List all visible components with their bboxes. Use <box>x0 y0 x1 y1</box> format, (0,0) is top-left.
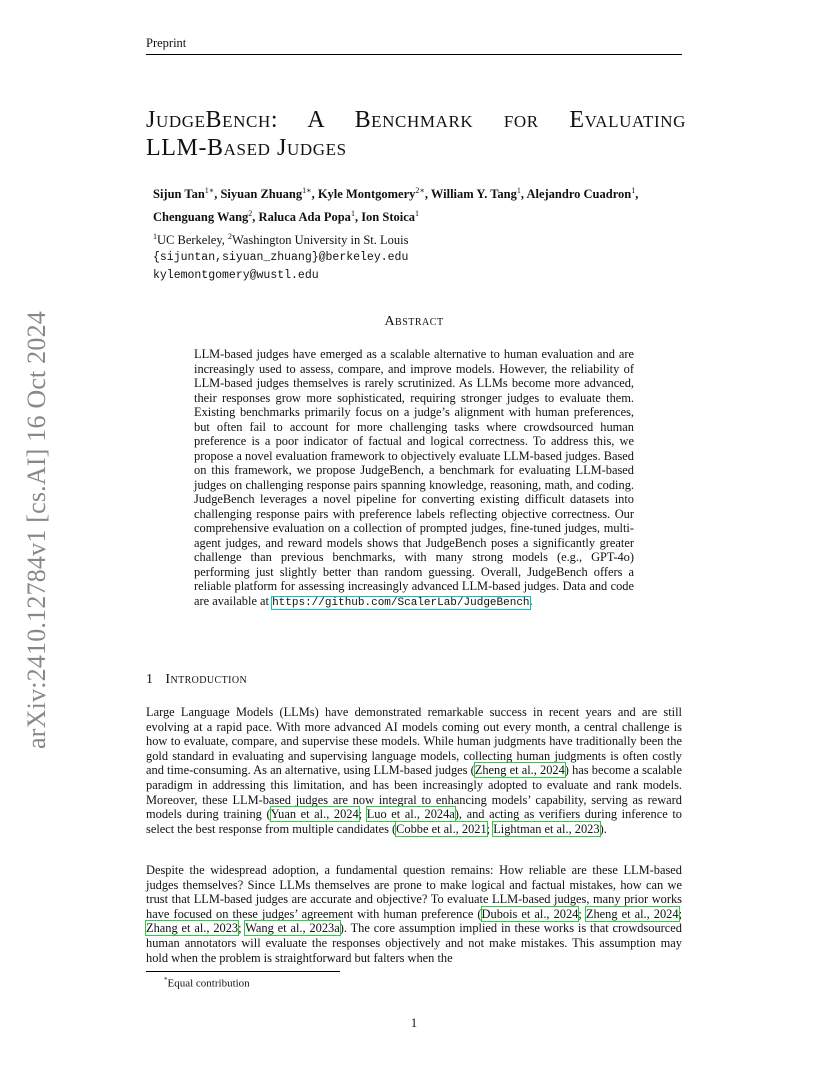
body-text: ; <box>238 921 246 936</box>
affil-mark: 2 <box>228 232 233 241</box>
footnote <box>164 976 250 990</box>
intro-paragraph-1 <box>146 705 682 836</box>
code-link[interactable]: https://github.com/ScalerLab/JudgeBench <box>272 596 530 609</box>
author-email[interactable]: kylemontgomery@wustl.edu <box>153 269 319 283</box>
body-text: ), and acting as verifiers during inference to select the best response from multiple candidates ( <box>146 807 682 836</box>
body-text: ). <box>599 821 607 836</box>
arxiv-stamp <box>22 295 52 765</box>
author-affil-mark: 1 <box>415 209 420 219</box>
author-name: Raluca Ada Popa <box>258 210 351 225</box>
footnote-rule <box>146 971 340 972</box>
body-text: Large Language Models (LLMs) have demonstrated remarkable success in recent years and are still evolving at a rapid pace. With more advanced AI models coming out every month, a central challenge is how to evaluate, compare, and supervise these models. While human judgments have traditionally been the gold standard in evaluating and supervising language models, collecting human judgments is often costly and time-consuming. As an alternative, using LLM-based judges ( <box>146 705 682 778</box>
author-affil-mark: 1 <box>631 186 636 195</box>
author-name: William Y. Tang <box>430 187 517 202</box>
intro-paragraph-2 <box>146 863 682 965</box>
footnote-text: Equal contribution <box>167 977 250 990</box>
running-header: Preprint <box>146 36 682 55</box>
author-affil-mark: 1 <box>516 186 521 195</box>
author-email[interactable]: {sijuntan,siyuan_zhuang}@berkeley.edu <box>153 251 409 265</box>
citation-link[interactable]: Dubois et al., 2024 <box>481 906 579 921</box>
section-title: Introduction <box>165 672 248 687</box>
affil-institution: Washington University in St. Louis <box>232 233 409 248</box>
body-text: ; <box>486 821 494 836</box>
author-name: Ion Stoica <box>361 210 416 225</box>
body-text: ) has become a scalable paradigm in addressing this limitation, and has been increasingly adopted to evaluate and rank models. Moreover, these LLM-based judges are now integral to enhancing models’ capability, serving as reward models during training ( <box>146 763 682 822</box>
author-affil-mark: 2∗ <box>415 186 425 195</box>
affil-mark: 1 <box>153 232 157 241</box>
author-name: Siyuan Zhuang <box>220 187 303 202</box>
body-text: ; <box>578 906 586 921</box>
abstract-body <box>194 347 634 610</box>
author-name: Chenguang Wang <box>153 210 249 225</box>
abstract-text: LLM-based judges have emerged as a scalable alternative to human evaluation and are increasingly used to assess, compare, and improve models. However, the reliability of LLM-based judges themselves is rarely scrutinized. As LLMs become more advanced, their responses grow more sophisticated, requiring stronger judges to evaluate them. Existing benchmarks primarily focus on a judge’s alignment with human preferences, but often fail to account for more challenging tasks where crowdsourced human preference is a poor indicator of factual and logical correctness. To address this, we propose a novel evaluation framework to objectively evaluate LLM-based judges. Based on this framework, we propose JudgeBench, a benchmark for evaluating LLM-based judges on challenging response pairs spanning knowledge, reasoning, math, and coding. JudgeBench leverages a novel pipeline for converting existing difficult datasets into challenging response pairs with preference labels reflecting objective correctness. Our comprehensive evaluation on a collection of prompted judges, fine-tuned judges, multi-agent judges, and reward models shows that JudgeBench poses a significantly greater challenge than previous benchmarks, with many strong models (e.g., GPT-4o) performing just slightly better than random guessing. Overall, JudgeBench offers a reliable platform for assessing increasingly advanced LLM-based judges. Data and code are available at <box>194 347 634 608</box>
abstract-heading: Abstract <box>384 314 444 329</box>
body-text: ; <box>678 906 683 921</box>
section-heading <box>146 672 247 688</box>
section-number: 1 <box>146 672 154 687</box>
body-text: Despite the widespread adoption, a fundamental question remains: How reliable are these LLM-based judges themselves? Since LLMs themselves are prone to make logical and factual mistakes, how can we trust that LLM-based judges are accurate and objective? To evaluate LLM-based judges, many prior works have focused on these judges’ agreement with human preference ( <box>146 863 682 921</box>
author-name: Sijun Tan <box>153 187 205 202</box>
citation-link[interactable]: Zheng et al., 2024 <box>474 763 565 778</box>
author-name: Alejandro Cuadron <box>526 187 632 202</box>
citation-link[interactable]: Wang et al., 2023a <box>245 921 340 936</box>
citation-link[interactable]: Luo et al., 2024a <box>366 807 455 822</box>
citation-link[interactable]: Cobbe et al., 2021 <box>396 821 487 836</box>
citation-link[interactable]: Zhang et al., 2023 <box>146 921 239 936</box>
footnote-mark: * <box>164 976 168 984</box>
author-affil-mark: 1∗ <box>302 186 312 195</box>
affil-institution: UC Berkeley, <box>157 233 229 248</box>
author-affil-mark: 1∗ <box>204 186 215 195</box>
body-text: ). The core assumption implied in these works is that crowdsourced human annotators will evaluate the responses objectively and not make mistakes. This assumption may hold when the problem is straightforward but falters when the <box>146 921 682 965</box>
author-list: Sijun Tan$^{1∗}$, Siyuan Zhuang$^{1∗}$, Kyle Montgomery$^{2∗}$, William Y. Tang$^1$, Alejandro Cuadron$^1$, Chenguang Wang$^2$, Raluca Ada Popa$^1$, Ion Stoica$^1$ <box>153 186 639 225</box>
author-affil-mark: 1 <box>350 209 355 219</box>
author-affil-mark: 2 <box>248 209 253 219</box>
arxiv-stamp-text: arXiv:2410.12784v1 [cs.AI] 16 Oct 2024 <box>22 311 51 749</box>
paper-title <box>146 106 686 162</box>
abstract-end: . <box>529 593 533 608</box>
affiliations <box>153 229 673 284</box>
citation-link[interactable]: Zheng et al., 2024 <box>585 906 679 921</box>
title-line-1: JudgeBench: A Benchmark for Evaluating <box>146 107 686 133</box>
citation-link[interactable]: Lightman et al., 2023 <box>493 821 600 836</box>
title-line-2: LLM-Based Judges <box>146 135 347 161</box>
author-name: Kyle Montgomery <box>317 187 416 202</box>
body-text: ; <box>358 807 367 822</box>
citation-link[interactable]: Yuan et al., 2024 <box>270 807 359 822</box>
page-number: 1 <box>410 1016 418 1030</box>
